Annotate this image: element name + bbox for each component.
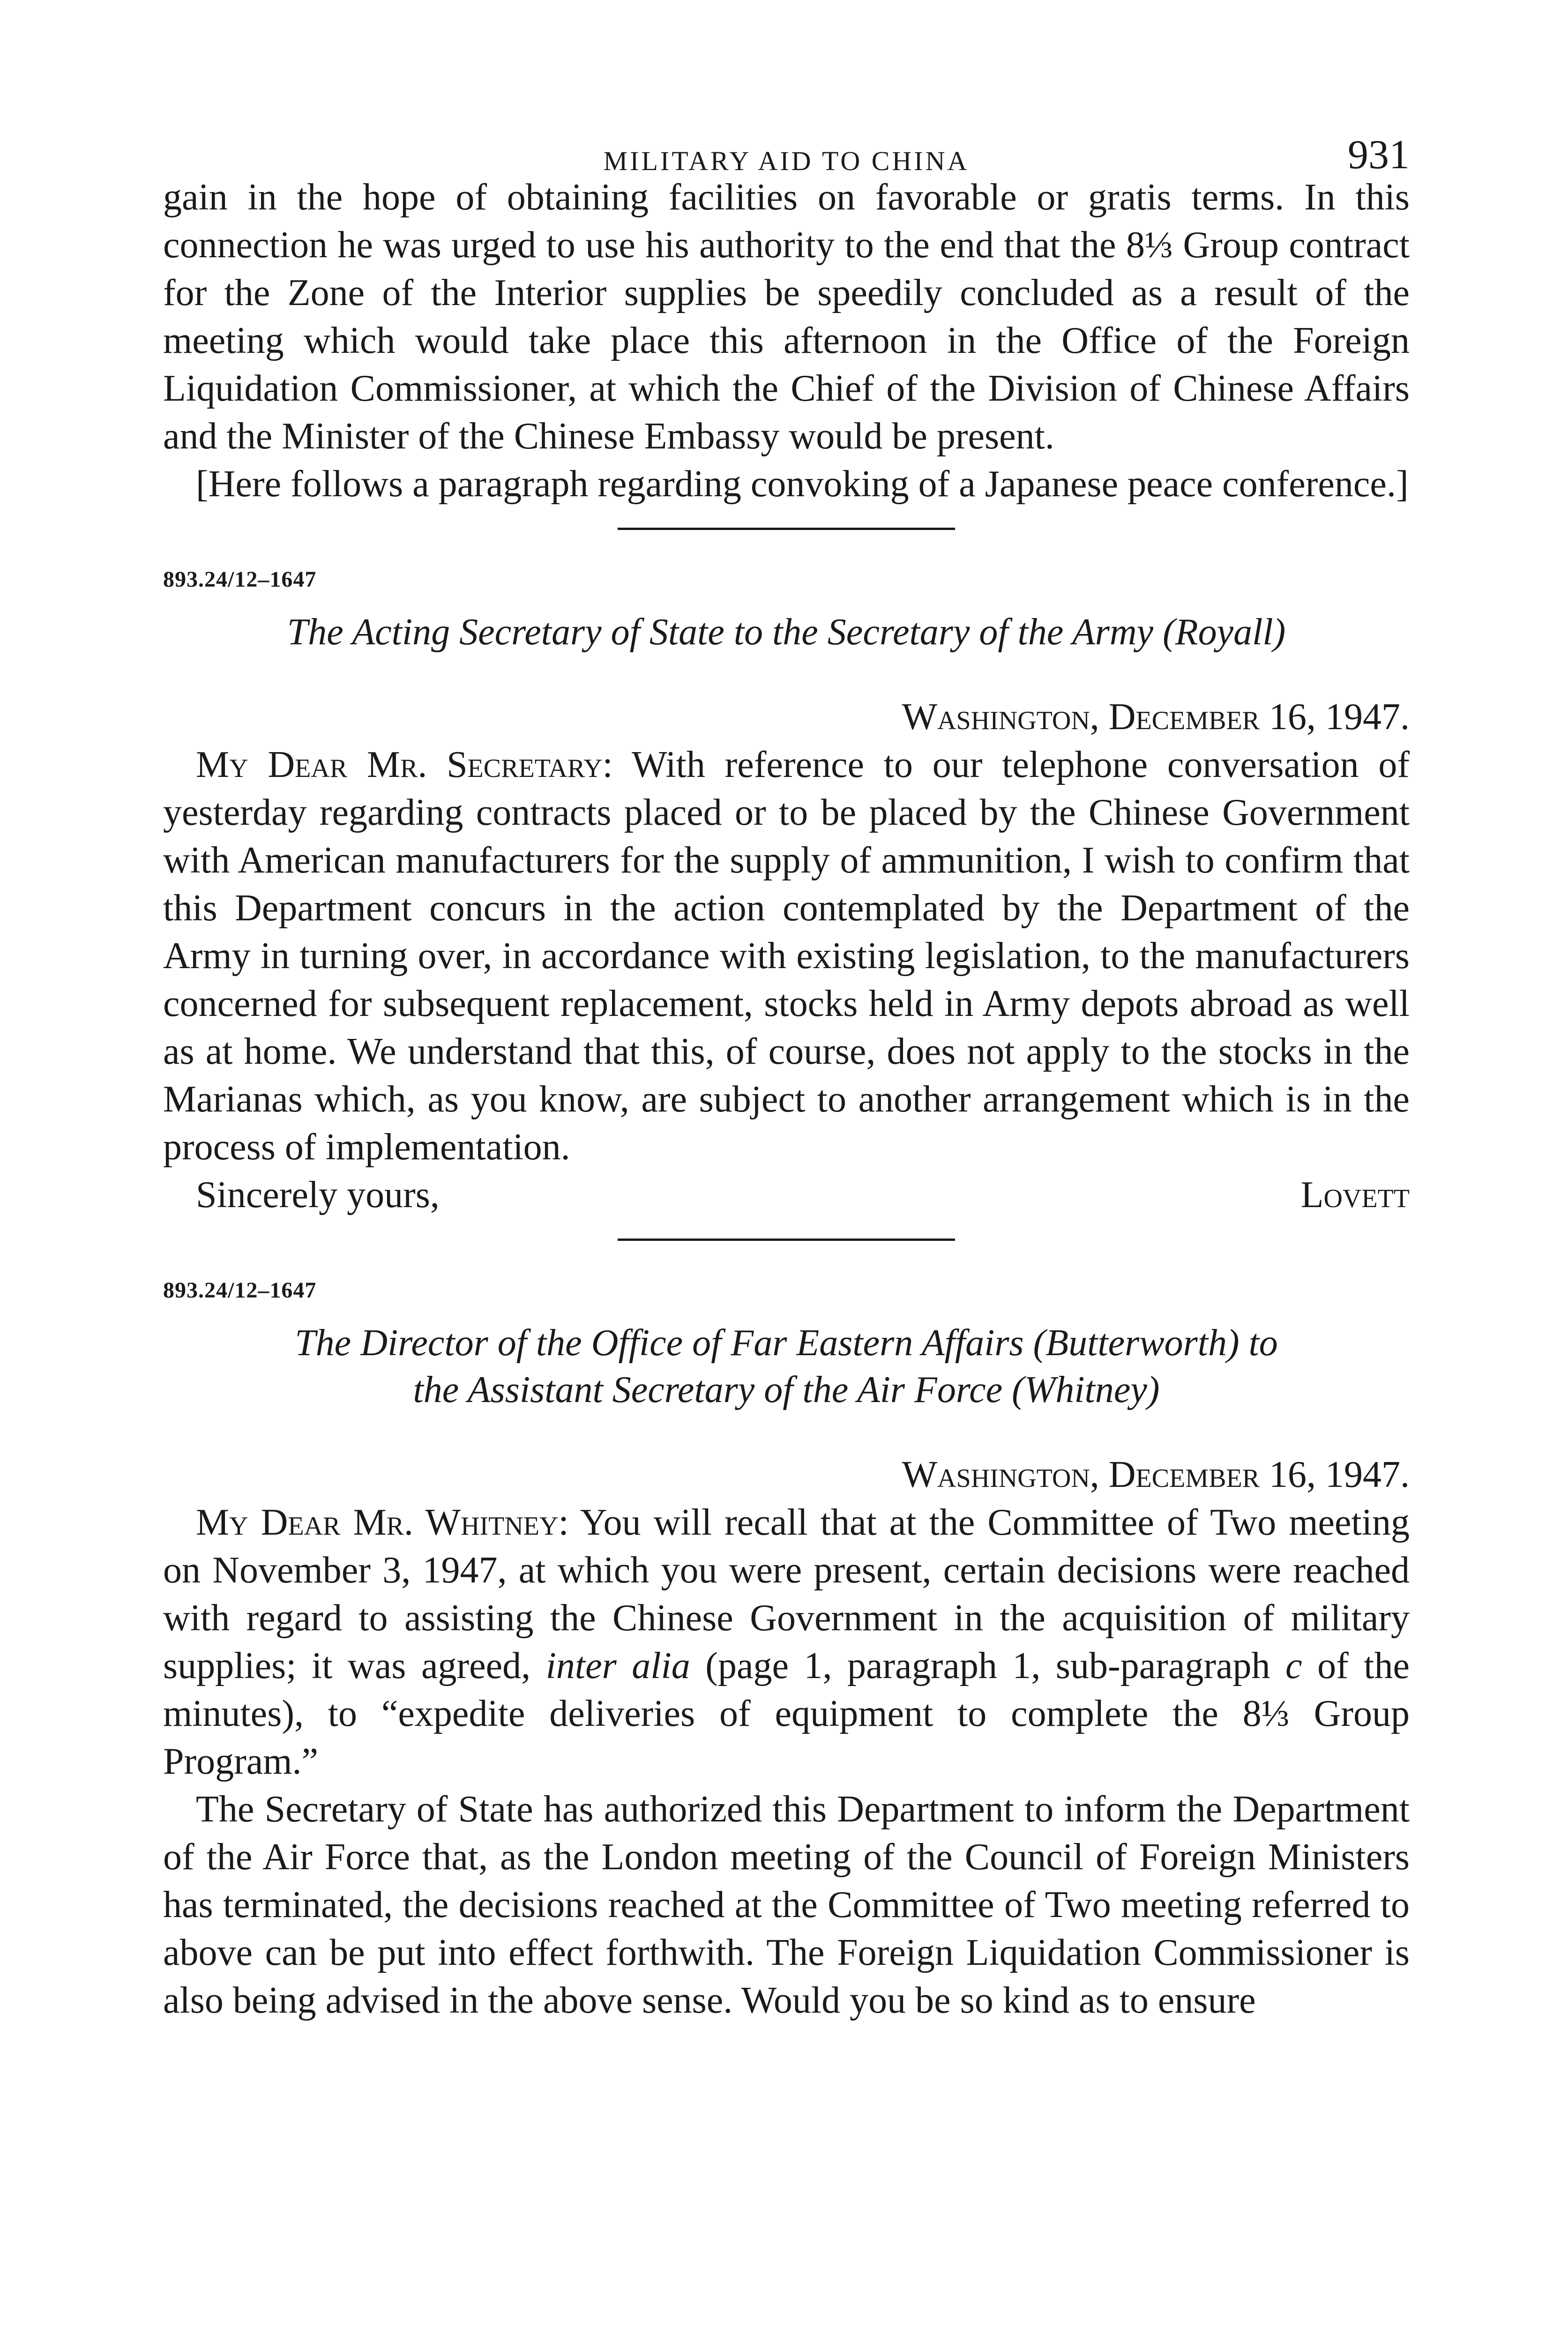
document-2 [163, 1272, 1410, 2024]
letter-paragraph-2: The Secretary of State has authorized this Department to inform the Department of the Air Force that, as the London meeting of the Council of Foreign Ministers has terminated, the decisions reached at the Committee of Two meeting referred to above can be put into effect forthwith. The Foreign Liquidation Commissioner is also being advised in the above sense. Would you be so kind as to ensure [163, 1789, 1410, 2021]
signature: Lovett [1300, 1174, 1410, 1216]
latin-phrase: inter alia [545, 1645, 690, 1686]
document-title-line-1: The Director of the Office of Far Eastern Affairs (Butterworth) to [295, 1322, 1278, 1364]
omission-note: [Here follows a paragraph regarding convoking of a Japanese peace conference.] [196, 463, 1409, 505]
complimentary-close: Sincerely yours, [196, 1174, 440, 1216]
letter-body-text: With reference to our telephone conversation of yesterday regarding contracts placed or to be placed by the Chinese Government with American manufacturers for the supply of ammunition, I wish to confirm that this Department concurs in the action contemplated by the Department of the Army in turning over, in accordance with existing legislation, to the manufacturers concerned for subsequent replacement, stocks held in Army depots abroad as well as at home. We understand that this, of course, does not apply to the stocks in the Marianas which, as you know, are subject to another arrangement which is in the process of implementation. [163, 744, 1410, 1168]
continuation-paragraph: gain in the hope of obtaining facilities on favorable or gratis terms. In this connection he was urged to use his authority to the end that the 8⅓ Group contract for the Zone of the Interior supplies be speedily concluded as a result of the meeting which would take place this afternoon in the Office of the Foreign Liquidation Commissioner, at which the Chief of the Division of Chinese Affairs and the Minister of the Chinese Embassy would be present. [163, 177, 1410, 457]
dateline: Washington, December 16, 1947. [902, 696, 1410, 738]
page-number: 931 [1348, 132, 1410, 178]
file-reference: 893.24/12–1647 [163, 1278, 317, 1303]
running-title: MILITARY AID TO CHINA [603, 146, 970, 176]
document-page [163, 117, 1410, 2024]
section-divider [618, 528, 955, 530]
document-title [163, 1320, 1410, 1413]
document-1 [163, 561, 1410, 1219]
page-header [163, 117, 1410, 178]
salutation: My Dear Mr. Secretary: [196, 744, 613, 785]
paragraph-text: (page 1, paragraph 1, sub-paragraph [705, 1645, 1270, 1686]
closing-line [163, 1171, 1410, 1219]
paragraph-text: You will recall that at the Committee of Two meeting on November 3, 1947, at which you were present, certain decisions were reached with regard to assisting the Chinese Government in the acquisition of military supplies; it was agreed, [163, 1502, 1410, 1686]
document-title: The Acting Secretary of State to the Secretary of the Army (Royall) [287, 612, 1286, 653]
letter-body [163, 741, 1410, 1171]
section-divider [618, 1239, 955, 1241]
dateline: Washington, December 16, 1947. [902, 1454, 1410, 1495]
subparagraph-letter: c [1285, 1645, 1302, 1686]
document-title-line-2: the Assistant Secretary of the Air Force (Whitney) [413, 1369, 1160, 1410]
paragraph-text: of the minutes), to “expedite deliveries of equipment to complete the 8⅓ Group Program.” [163, 1645, 1410, 1782]
salutation: My Dear Mr. Whitney: [196, 1502, 569, 1543]
file-reference: 893.24/12–1647 [163, 567, 317, 592]
letter-paragraph-1 [163, 1499, 1410, 1785]
